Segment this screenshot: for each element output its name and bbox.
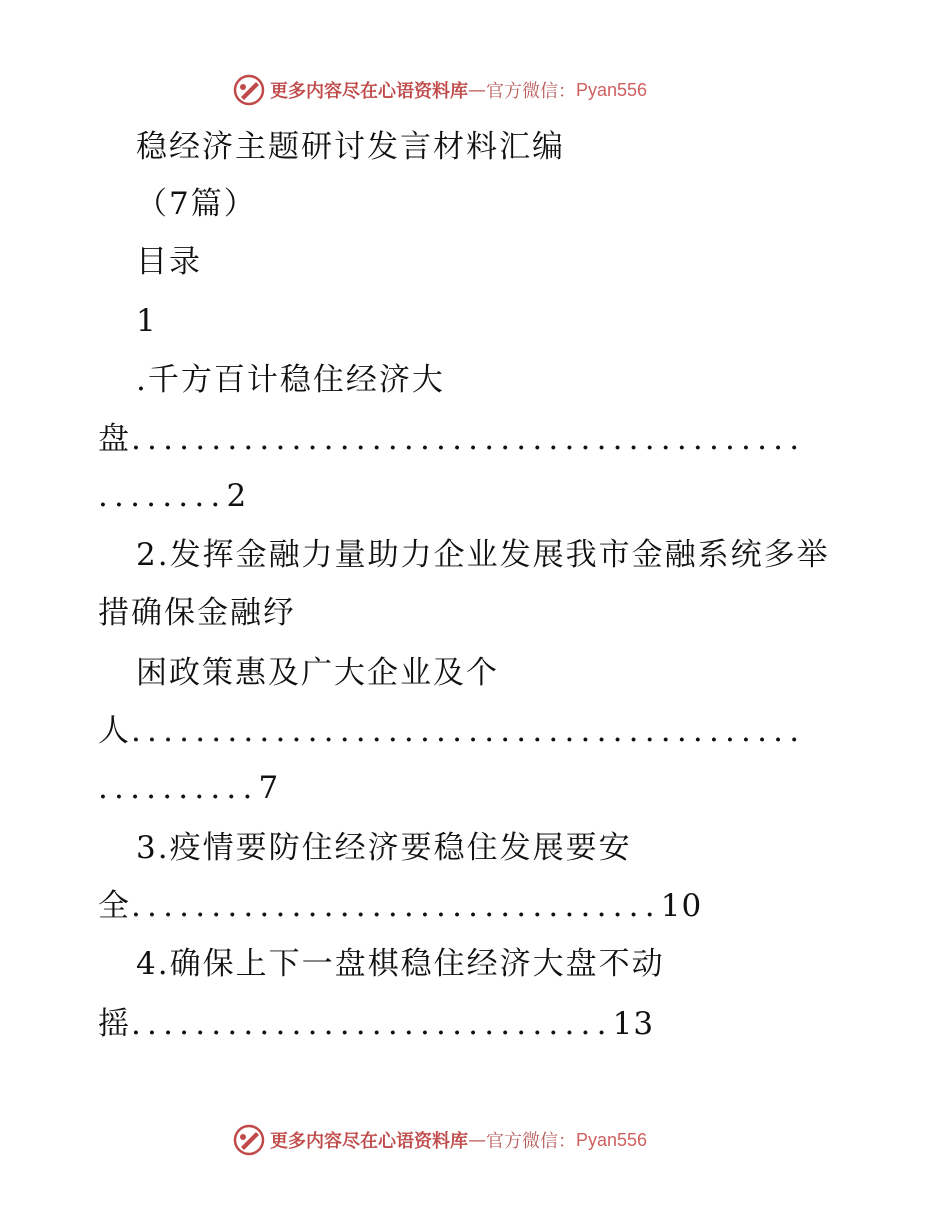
toc-heading: 目录 <box>136 244 202 280</box>
brand-logo-icon <box>232 73 266 107</box>
toc-entry-3-title-end: 全 <box>98 888 131 924</box>
toc-entry-2-title-wrap: 措确保金融纾 <box>98 595 296 631</box>
toc-entry-2-title: 2.发挥金融力量助力企业发展我市金融系统多举 <box>136 537 830 573</box>
header-banner <box>232 72 647 108</box>
footer-brand-logo-icon <box>232 1123 266 1157</box>
toc-entry-1-number: 1 <box>136 303 158 339</box>
toc-entry-2-title-end: 人 <box>98 713 131 749</box>
toc-entry-4-title: 4.确保上下一盘棋稳住经济大盘不动 <box>136 946 665 982</box>
toc-entry-3-dots: ................................. <box>131 888 661 924</box>
footer-banner-suffix: 官方微信： <box>486 1131 576 1152</box>
toc-entry-1-title: .千方百计稳住经济大 <box>136 362 445 398</box>
toc-entry-3-leader <box>98 886 702 926</box>
document-title: 稳经济主题研讨发言材料汇编 <box>136 129 565 165</box>
document-subtitle: （7篇） <box>136 186 257 222</box>
toc-entry-1-dots-cont: ........ <box>98 478 227 514</box>
footer-banner-dash: — <box>468 1129 486 1151</box>
toc-entry-3-title: 3.疫情要防住经济要稳住发展要安 <box>136 830 632 866</box>
toc-entry-2-leader <box>98 711 805 751</box>
toc-entry-3-page: 10 <box>660 888 703 924</box>
toc-entry-2-page: 7 <box>258 770 280 806</box>
banner-brand: 更多内容尽在心语资料库 <box>270 81 468 102</box>
toc-entry-2-dots-cont: .......... <box>98 770 259 806</box>
toc-entry-4-page: 13 <box>612 1006 655 1042</box>
toc-entry-1-leader-cont <box>98 476 247 516</box>
footer-banner <box>232 1122 647 1158</box>
footer-banner-brand: 更多内容尽在心语资料库 <box>270 1131 468 1152</box>
footer-banner-wechat-id: Pyan556 <box>576 1129 648 1150</box>
toc-entry-2-dots: .......................................... <box>131 713 806 749</box>
toc-entry-1-leader <box>98 419 805 459</box>
toc-entry-4-dots: .............................. <box>131 1006 613 1042</box>
toc-entry-4-leader <box>98 1004 654 1044</box>
toc-entry-1-title-end: 盘 <box>98 421 131 457</box>
banner-suffix: 官方微信： <box>486 81 576 102</box>
toc-entry-1-page: 2 <box>226 478 248 514</box>
toc-entry-2-leader-cont <box>98 768 279 808</box>
banner-dash: — <box>468 79 486 101</box>
toc-entry-4-title-end: 摇 <box>98 1006 131 1042</box>
toc-entry-1-dots: .......................................... <box>131 421 806 457</box>
toc-entry-2-title-wrap2: 困政策惠及广大企业及个 <box>136 655 499 691</box>
banner-wechat-id: Pyan556 <box>576 79 648 100</box>
